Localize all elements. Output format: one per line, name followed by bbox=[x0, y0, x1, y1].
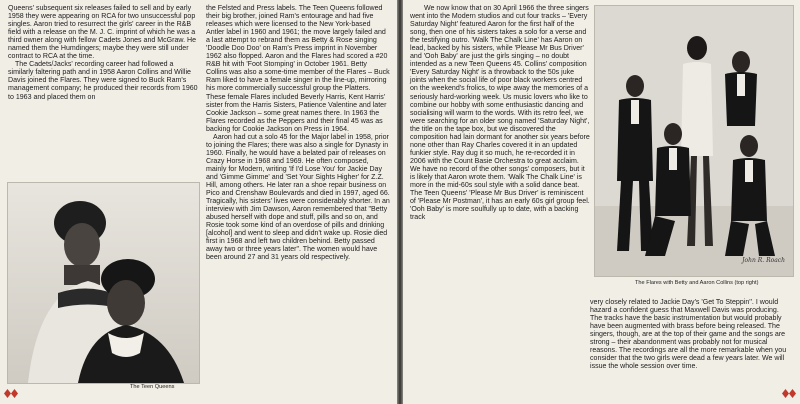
right-column-1 bbox=[410, 5, 591, 222]
paragraph: the Felsted and Press labels. The Teen Queens followed their big brother, joined Ram's entourage and had five releases which were licensed to the New York-based Antler label in 1960 and 1961; the move largely failed and a last attempt to rebrand them as Betty & Rose singing 'Doodle Doo Doo' on Ram's Press imprint in November 1962 also flopped. Aaron and the Flares had scored a #20 R&B hit with 'Foot Stomping' in October 1961. Betty Collins was also a some-time member of the Flares – Buck Ram liked to have a female singer in the line-up, mirroring his more commercially successful group the Platters. These female Flares included Beverly Harris, Kent Harris' sister from the Harris Sisters, Patience Valentine and later Cookie Jackson – some great names there. In 1963 the Flares recorded as the Peppers and their final 45 was as backing for Cookie Jackson on Press in 1964. bbox=[206, 5, 390, 133]
paragraph: very closely related to Jackie Day's 'Get To Steppin''. I would hazard a confident guess that Maxwell Davis was producing. The tracks have the basic instrumentation but would probably have been augmented with brass before being released. The singers, though, are at the top of their game and the songs are strong – their abandonment was probably not for musical reasons. The recordings are all the more remarkable when you consider that the two girls were dead a few years later. We will issue the whole session over time. bbox=[590, 299, 787, 371]
photo-caption: The Flares with Betty and Aaron Collins (top right) bbox=[635, 280, 759, 286]
page-ornament-icon bbox=[782, 389, 796, 398]
left-page bbox=[0, 0, 397, 404]
left-column-2 bbox=[206, 5, 390, 263]
paragraph: We now know that on 30 April 1966 the three singers went into the Modern studios and cut four tracks – 'Every Saturday Night' featured Aaron for the first half of the song, then one of his sisters takes a solo for a verse and the testifying outro. 'Walk The Chalk Line' has Aaron on lead, backed by his sisters, while 'Please Mr Bus Driver' and 'Ooh Baby' are just the girls singing – no doubt intended as a new Teen Queens 45. Collins' composition 'Every Saturday Night' is a throwback to the 50s juke joints when the social life of poor black workers centred on the weekend's frolics, to wipe away the memories of a seriously hard-working week. Us music lovers who like to combine our hobby with some enthusiastic dancing and socialising will warm to the words. With its retro feel, we were searching for an older song named 'Saturday Night', the title on the tape box, but we discovered the composition had lain dormant for another six years before none other than Ray Charles covered it in an updated funkier style. Ray dug it so much, he re-recorded it in 2006 with the Count Basie Orchestra to great acclaim. We have no record of the other songs' composers, but it is likely that Aaron wrote them. 'Walk The Chalk Line' is more in the mid-60s soul style with a solid dance beat. The Teen Queens' 'Please Mr Bus Driver' is reminiscent of 'Please Mr Postman', it has an early 60s girl group feel. 'Ooh Baby' is more soulfully up to date, with a backing track bbox=[410, 5, 590, 222]
right-column-2 bbox=[410, 299, 796, 371]
paragraph: The Cadets/Jacks' recording career had followed a similarly faltering path and in 1958 Aaron Collins and Willie Davis joined the Flares. They were signed to Buck Ram's management company; he produced their records from 1960 to 1963 and placed them on bbox=[8, 61, 198, 101]
teen-queens-photo bbox=[7, 182, 200, 384]
left-column-1 bbox=[8, 5, 199, 102]
paragraph: Aaron had cut a solo 45 for the Major label in 1958, prior to joining the Flares; there was also a single for Dynasty in 1960. Finally, he would have a belated pair of releases on Crazy Horse in 1968 and 1969. He often composed, mainly for Modern, writing 'If I'd Lose You' for Jackie Day and 'Gimme Gimme' and 'Set Your Sights Higher' for Z.Z. Hill, among others. He later ran a shoe repair business on Pico and Crenshaw Boulevards and died in 1997, aged 66. Tragically, his sisters' lives were considerably shorter. In an interview with Jim Dawson, Aaron remembered that "Betty abused herself with dope and stuff, pills and so on, and Rosie took some kind of an overdose of pills and drinking [alcohol] and went to sleep and didn't wake up. Rosie died first in 1968 and left two children behind. Betty passed away two or three years later". The women would have been around 27 and 31 years old respectively. bbox=[206, 133, 390, 262]
flares-photo bbox=[594, 5, 794, 277]
paragraph: Queens' subsequent six releases failed to sell and by early 1958 they were appearing on RCA for two unsuccessful pop singles. Aaron tried to resurrect the girls' career in the R&B field with a release on the M. J. C. imprint of which he was a third owner along with fellow Cadets Jones and McGraw. He named them the Humdingers; maybe they were still under contract to RCA at the time. bbox=[8, 5, 197, 61]
photo-caption: The Teen Queens bbox=[130, 384, 175, 390]
photo-signature: John R. Roach bbox=[742, 257, 785, 264]
right-page bbox=[403, 0, 800, 404]
page-ornament-icon bbox=[4, 389, 18, 398]
